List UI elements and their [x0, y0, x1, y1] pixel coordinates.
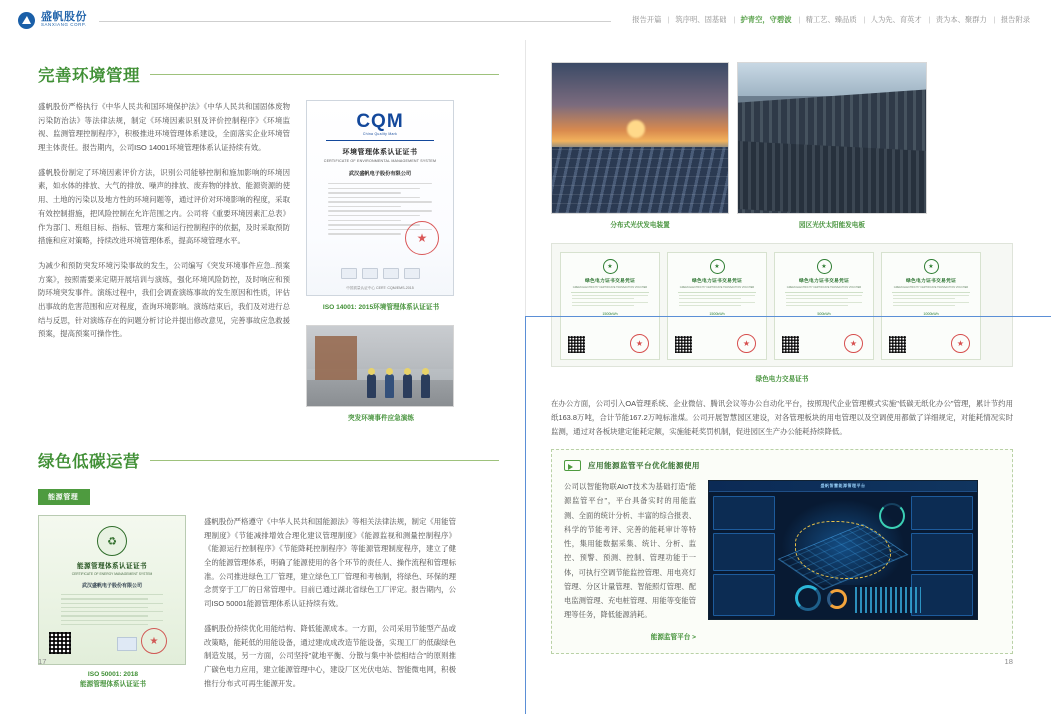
nav-item-5[interactable]: 责为本、聚群力 [929, 15, 994, 25]
paragraph-4: 盛帆股份严格遵守《中华人民共和国能源法》等相关法律法规，制定《用能管理制度》《节能减排增效合理化建议管理制度》《能源监视和测量控制程序》《能源运行控制程序》《节能降耗控制程序》等能源管理制度程序，建立了健全的能源管理体系，明确了能源使用的各个环节的责任人、操作流程和管理标准。公司推进绿色工厂管理，建立绿色工厂管理和考核制，将绿色、环保的理念贯穿于工厂的日常管理中。目前已通过湖北省绿色工厂评定。报告期内，公司ISO 50001能源管理体系认证持续有效。 [204, 517, 456, 609]
solar-panels-shape [552, 147, 728, 213]
energy-dashboard-screenshot [708, 480, 978, 620]
green-cert-title-en-1: GREEN ELECTRICITY CERTIFICATE TRANSACTION VOUCHER [679, 285, 755, 289]
paragraph-3: 为减少和预防突发环境污染事故的发生，公司编写《突发环境事件应急..预案方案》，按照需要来定期开展培训与演练，强化环境风险防控，及时响应和预防环境突发事件。演练过程中，我们会调查演练事故的发生原因和性质，评估出事故的危害范围和应对程度，查询环境影响。演练结束后，我们及对进行总结与反思，针对演练存在的问题分析讨论并提出修改意见，完善事故应急救援预案，提高预案可操作性。 [38, 260, 290, 339]
sun-shape [627, 120, 645, 138]
page-number-left: 17 [38, 657, 47, 666]
dashboard-panel-left-2 [713, 533, 775, 571]
energy-emblem-icon: ♻ [97, 526, 127, 556]
cert-rule [326, 140, 434, 141]
emergency-drill-photo [306, 325, 454, 407]
figure-caption-iso50001-line1: ISO 50001: 2018 [87, 671, 139, 678]
iso50001-body-lines [61, 594, 163, 625]
amount-value-1: 1500 [709, 312, 718, 317]
green-cert-title-1: 绿色电力证书交易凭证 [692, 279, 742, 284]
drill-door-shape [315, 336, 357, 384]
green-emblem-icon-0: ★ [603, 259, 618, 274]
dashboard-gauge [879, 503, 905, 529]
figure-iso14001 [306, 100, 456, 311]
amount-unit-2: kWh [823, 312, 831, 317]
amount-value-0: 1500 [602, 312, 611, 317]
green-cert-title-en-3: GREEN ELECTRICITY CERTIFICATE TRANSACTION VOUCHER [893, 285, 969, 289]
qr-code-icon-1 [675, 336, 692, 353]
iso50001-certificate-image [38, 515, 186, 665]
cqm-logo-text: CQM [356, 111, 404, 132]
roof-array-shape-2 [737, 140, 927, 214]
dashboard-donut-chart-1 [795, 585, 821, 611]
dashboard-title-text: 盛帆智慧能源管理平台 [820, 483, 866, 489]
amount-value-2: 500 [817, 312, 824, 317]
qr-code-icon [49, 632, 71, 654]
qr-code-icon-2 [782, 336, 799, 353]
amount-value-3: 1000 [923, 312, 932, 317]
green-certificate-3 [881, 252, 981, 360]
section-title-text: 完善环境管理 [38, 67, 140, 85]
callout-body-text: 公司以智能物联AIoT技术为基础打造"能源监管平台"，平台具备实时的用能监测、全面的统计分析、丰富的综合报表、科学的节能考评、完善的能耗审计等特性，集用能数据采集、统计、分析、监控、预警、预测、控制、管理功能于一体，可执行空调节能监控管理、用电亮灯管理、分区计量管理、智能照灯管理、配电监测管理、充电桩管理、用能等变能管理等任务，降低能源消耗。 [564, 482, 696, 620]
figure-emergency-drill [306, 325, 456, 422]
green-cert-title-2: 绿色电力证书交易凭证 [799, 279, 849, 284]
cert-accreditation-badges [307, 268, 453, 279]
left-text-column [38, 100, 290, 430]
nav-item-1[interactable]: 筑序明、固基础 [668, 15, 733, 25]
drill-person-3 [403, 374, 412, 398]
callout-title-text: 应用能源监管平台优化能源使用 [588, 461, 700, 471]
green-certificates-row [551, 243, 1013, 367]
green-cert-amount-0 [565, 309, 655, 317]
photo-rooftop-pv [737, 62, 927, 229]
nav-item-0[interactable]: 报告开篇 [632, 15, 662, 24]
green-certificate-0 [560, 252, 660, 360]
green-cert-amount-1 [672, 309, 762, 317]
green-emblem-icon-2: ★ [817, 259, 832, 274]
iso50001-org-name: 武汉盛帆电子股份有限公司 [81, 583, 142, 589]
drill-person-1 [367, 374, 376, 398]
iso50001-title-cn: 能源管理体系认证证书 [77, 563, 147, 570]
seal-icon-3: ★ [951, 334, 970, 353]
dashboard-panel-right-2 [911, 533, 973, 571]
right-page [525, 40, 1051, 680]
green-cert-amount-3 [886, 309, 976, 317]
right-paragraph-1: 在办公方面，公司引入OA管理系统、企业微信、腾讯会议等办公自动化平台，按照现代企业管理模式实施"低碳无纸化办公"管理，累计节约用纸163.8万吨，合计节能167.2万吨标准煤。公司开展智慧园区建设，对各管理板块的用电管理以及空调使用都做了详细规定，对能耗情况实时监测，通过对各板块建定能耗定额，实施能耗奖罚机制，促进园区生产办公能耗持续降低。 [551, 399, 1013, 437]
cert-footer-text: 中国质量认证中心 CERT: CQM/EMS-2015 [346, 286, 414, 290]
figure-caption-iso14001: ISO 14001: 2015环境管理体系认证证书 [322, 304, 440, 311]
seal-icon-2: ★ [844, 334, 863, 353]
nav-item-6[interactable]: 报告附录 [994, 15, 1037, 25]
paragraph-2: 盛帆股份制定了环境因素评价方法，识别公司能够控制和施加影响的环境因素，如水体的排放、大气的排放、噪声的排放、废弃物的排放、能源资源的使用、土地的污染以及地方性的环境问题等，通过评价对环境影响的程度，采取有效控制措施，把风险控制在允许范围之内。公司将《重要环境因素汇总表》作为部门、班组目标、指标、管理方案和运行控制程序的依据，及时采取预防措施和应对策略，持续改进环境管理体系，提高环境管理水平。 [38, 167, 290, 246]
title-rule [150, 74, 499, 75]
nav-item-2[interactable]: 护青空，守碧波 [734, 15, 799, 25]
nav-item-3[interactable]: 精工艺、臻品质 [799, 15, 864, 25]
title-rule-2 [150, 460, 499, 461]
drill-person-2 [385, 374, 394, 398]
callout-energy-platform [551, 449, 1013, 654]
cert-org-name: 武汉盛帆电子股份有限公司 [348, 171, 412, 177]
drill-floor-shape [307, 380, 453, 406]
page-header [0, 0, 1051, 40]
seal-icon-1: ★ [737, 334, 756, 353]
green-certificate-2 [774, 252, 874, 360]
photo-distributed-pv [551, 62, 729, 229]
green-emblem-icon-3: ★ [924, 259, 939, 274]
section-title-green-operations [38, 448, 499, 472]
iso50001-seal-icon: ★ [141, 628, 167, 654]
paragraph-1: 盛帆股份严格执行《中华人民共和国环境保护法》《中华人民共和国固体废物污染防治法》等法律法规，制定《环境因素识别及评价控制程序》《环境监视、监测管理控制程序》，积极推进环境管理体系建设，全面落实企业环境管理主体责任。报告期内，公司ISO 14001环境管理体系认证持续有效。 [38, 102, 290, 153]
left-text-column-2 [204, 515, 456, 701]
figure-caption-iso50001-line2: 能源管理体系认证证书 [80, 680, 146, 688]
amount-unit-3: kWh [931, 312, 939, 317]
drill-person-4 [421, 374, 430, 398]
play-box-icon [564, 460, 581, 471]
cert-seal-icon [405, 221, 439, 255]
page-number-right: 18 [1004, 657, 1013, 666]
section2-title-text: 绿色低碳运营 [38, 453, 140, 471]
dashboard-titlebar [709, 481, 977, 492]
iso50001-title-en: CERTIFICATE OF ENERGY MANAGEMENT SYSTEM [71, 572, 153, 576]
nav-item-4[interactable]: 人为先、育英才 [864, 15, 929, 25]
green-certificate-1 [667, 252, 767, 360]
green-certificates-caption: 绿色电力交易证书 [755, 376, 809, 383]
figure-caption-drill: 突发环境事件应急演练 [348, 415, 414, 422]
dashboard-donut-chart-2 [827, 589, 847, 609]
left-page [0, 40, 525, 688]
cqm-logo-subtext: China Quality Mark [362, 132, 398, 136]
green-emblem-icon-1: ★ [710, 259, 725, 274]
page-spine-divider [525, 40, 526, 680]
photo-image-rooftop-aerial [737, 62, 927, 214]
cert-title-cn: 环境管理体系认证证书 [342, 149, 418, 156]
dashboard-panel-right-1 [911, 496, 973, 530]
left-figure-column [306, 100, 456, 430]
company-logo [18, 12, 87, 29]
logo-text-en: SANXIANG CORP. [41, 22, 87, 28]
qr-code-icon-3 [889, 336, 906, 353]
header-divider [99, 21, 611, 22]
section-title-environment-management [38, 62, 499, 86]
green-cert-amount-2 [779, 309, 869, 317]
logo-text-cn: 盛帆股份 [41, 10, 87, 23]
green-cert-title-0: 绿色电力证书交易凭证 [585, 279, 635, 284]
amount-unit-1: kWh [717, 312, 725, 317]
green-cert-title-en-0: GREEN ELECTRICITY CERTIFICATE TRANSACTION VOUCHER [572, 285, 648, 289]
callout-header [564, 460, 1000, 471]
subsection-tag-energy-management: 能源管理 [38, 489, 90, 505]
seal-icon-0: ★ [630, 334, 649, 353]
iso50001-figure [38, 515, 188, 701]
dashboard-panel-left-1 [713, 496, 775, 530]
cert-title-en: CERTIFICATE OF ENVIRONMENTAL MANAGEMENT SYSTEM [323, 159, 437, 163]
iso14001-certificate-image [306, 100, 454, 296]
green-cert-title-en-2: GREEN ELECTRICITY CERTIFICATE TRANSACTION VOUCHER [786, 285, 862, 289]
qr-code-icon-0 [568, 336, 585, 353]
photo-caption-1: 分布式光伏发电装置 [610, 222, 670, 229]
paragraph-5: 盛帆股份持续优化用能结构、降低能源成本。一方面，公司采用节能型产品或改策略，能耗低的用能设备，通过建成成改造节能设备，实现工厂的低碳绿色制造发展，另一方面，公司坚持"就地平衡、分散与集中补偿相结合"的原则推广碳色电力应用，建立能源管理中心，建设厂区光伏电站、智能微电网，积极推行分布式可再生能源开发。 [204, 623, 456, 688]
accreditation-badge-icon [117, 637, 137, 651]
section-nav [625, 15, 1037, 25]
photo-caption-2: 园区光伏太阳能发电板 [799, 222, 865, 229]
dashboard-panel-left-3 [713, 574, 775, 616]
photo-row [551, 62, 1013, 229]
amount-unit-0: kWh [610, 312, 618, 317]
logo-mark-icon [18, 12, 35, 29]
photo-image-solar-sunset [551, 62, 729, 214]
dashboard-bar-chart [855, 587, 921, 613]
callout-link[interactable]: 能源监管平台 > [650, 634, 696, 642]
green-cert-title-3: 绿色电力证书交易凭证 [906, 279, 956, 284]
